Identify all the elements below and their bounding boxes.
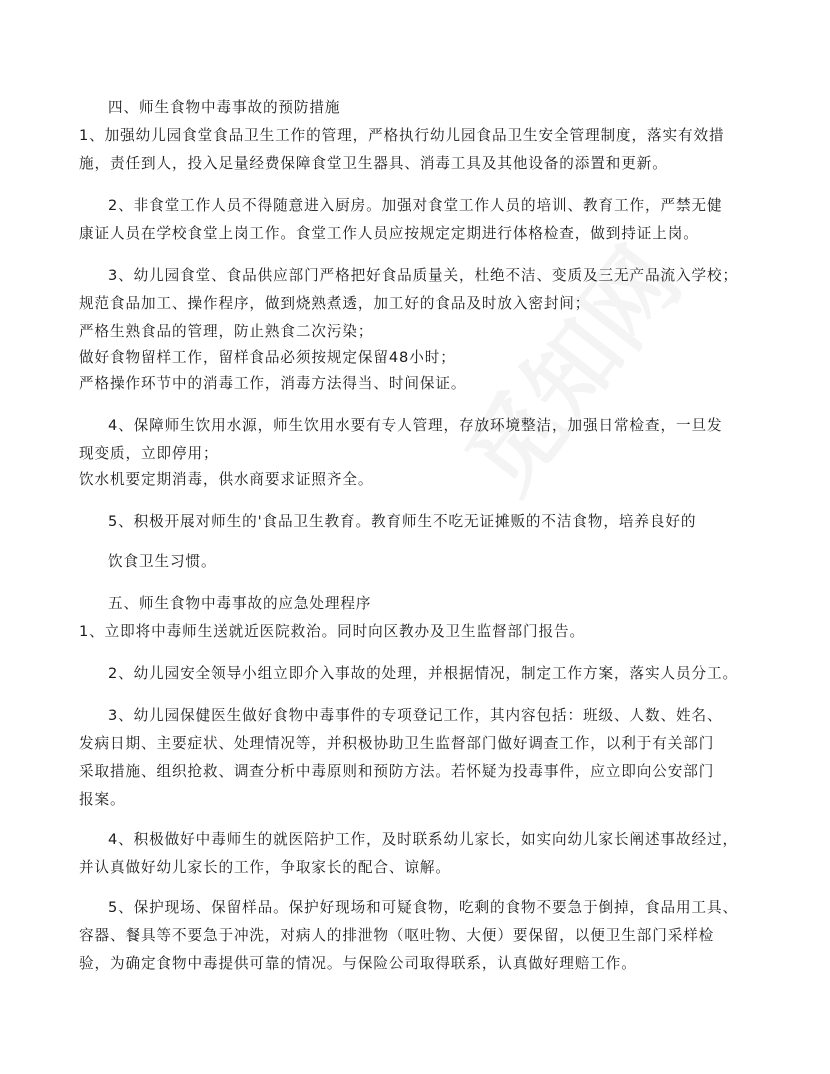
paragraph-line: 验，为确定食物中毒提供可靠的情况。与保险公司取得联系，认真做好理赔工作。 [79, 955, 637, 972]
paragraph-line: 3、幼儿园保健医生做好食物中毒事件的专项登记工作，其内容包括：班级、人数、姓名、 [108, 707, 723, 724]
paragraph-line: 规范食品加工、操作程序，做到烧熟煮透，加工好的食品及时放入密封间； [79, 295, 591, 312]
paragraph-line: 1、立即将中毒师生送就近医院救治。同时向区教办及卫生监督部门报告。 [79, 623, 585, 640]
section-heading-emergency: 五、师生食物中毒事故的应急处理程序 [108, 595, 372, 612]
section-heading-prevention: 四、师生食物中毒事故的预防措施 [108, 99, 341, 116]
paragraph-line: 5、积极开展对师生的'食品卫生教育。教育师生不吃无证摊贩的不洁食物，培养良好的 [108, 513, 697, 530]
paragraph-line: 现变质，立即停用； [79, 445, 219, 462]
paragraph-line: 5、保护现场、保留样品。保护好现场和可疑食物，吃剩的食物不要急于倒掉，食品用工具、 [108, 899, 738, 916]
paragraph-line: 做好食物留样工作，留样食品必须按规定保留48小时； [79, 349, 456, 366]
watermark [431, 217, 705, 516]
paragraph-line: 饮水机要定期消毒，供水商要求证照齐全。 [79, 471, 374, 488]
paragraph-line: 发病日期、主要症状、处理情况等，并积极协助卫生监督部门做好调查工作，以利于有关部门 [79, 735, 715, 752]
paragraph-line: 并认真做好幼儿家长的工作，争取家长的配合、谅解。 [79, 859, 451, 876]
paragraph-line: 严格操作环节中的消毒工作，消毒方法得当、时间保证。 [79, 375, 467, 392]
paragraph-line: 报案。 [79, 791, 126, 808]
paragraph-line: 严格生熟食品的管理，防止熟食二次污染； [79, 323, 374, 340]
paragraph-line: 康证人员在学校食堂上岗工作。食堂工作人员应按规定定期进行体格检查，做到持证上岗。 [79, 225, 699, 242]
paragraph-line: 3、幼儿园食堂、食品供应部门严格把好食品质量关，杜绝不洁、变质及三无产品流入学校； [108, 267, 738, 284]
paragraph-line: 1、加强幼儿园食堂食品卫生工作的管理，严格执行幼儿园食品卫生安全管理制度，落实有效措 [79, 127, 725, 144]
paragraph-line: 容器、餐具等不要急于冲洗，对病人的排泄物（呕吐物、大便）要保留，以便卫生部门采样检 [79, 927, 715, 944]
paragraph-line: 施，责任到人，投入足量经费保障食堂卫生器具、消毒工具及其他设备的添置和更新。 [79, 155, 668, 172]
paragraph-line: 4、保障师生饮用水源，师生饮用水要有专人管理，存放环境整洁，加强日常检查，一旦发 [108, 417, 723, 434]
paragraph-line: 2、幼儿园安全领导小组立即介入事故的处理，并根据情况，制定工作方案，落实人员分工。 [108, 665, 738, 682]
paragraph-line: 4、积极做好中毒师生的就医陪护工作，及时联系幼儿家长，如实向幼儿家长阐述事故经过， [108, 831, 738, 848]
paragraph-line: 饮食卫生习惯。 [108, 553, 217, 570]
paragraph-line: 2、非食堂工作人员不得随意进入厨房。加强对食堂工作人员的培训、教育工作，严禁无健 [108, 197, 723, 214]
paragraph-line: 采取措施、组织抢救、调查分析中毒原则和预防方法。若怀疑为投毒事件，应立即向公安部门 [79, 763, 715, 780]
